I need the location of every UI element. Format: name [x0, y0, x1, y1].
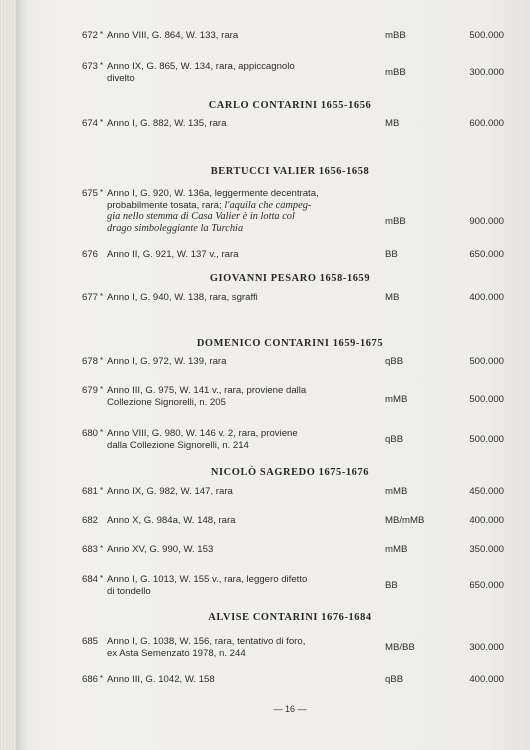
lot-number: 685 [81, 636, 98, 647]
description-line: dalla Collezione Signorelli, n. 214 [107, 439, 249, 451]
description-line: divelto [107, 72, 135, 84]
lot-grade: qBB [385, 674, 404, 685]
lot-description [107, 486, 375, 498]
lot-description [107, 249, 375, 261]
lot-grade: MB/BB [385, 642, 415, 653]
section-heading: GIOVANNI PESARO 1658-1659 [209, 273, 371, 284]
description-line: Anno VIII, G. 980, W. 146 v. 2, rara, proviene [107, 428, 298, 439]
section-heading: ALVISE CONTARINI 1676-1684 [208, 612, 372, 623]
description-line: Anno I, G. 1013, W. 155 v., rara, leggero difetto [107, 574, 308, 585]
lot-number: 673 [81, 61, 98, 72]
lot-price: 450.000 [469, 486, 504, 497]
description-line: Anno IX, G. 865, W. 134, rara, appiccagnolo [107, 61, 295, 72]
lot-price: 500.000 [469, 356, 504, 367]
lot-number: 677 [81, 292, 98, 303]
italic-note: drago simboleggiante la Turchia [107, 222, 244, 234]
description-line [107, 211, 375, 223]
description-line: probabilmente tosata, rara; l'aquila che campeg- [107, 199, 312, 211]
description-line: Anno II, G. 921, W. 137 v., rara [107, 249, 239, 260]
lot-number: 672 [81, 30, 98, 41]
lot-description [107, 636, 375, 659]
lot-grade: mMB [385, 394, 408, 405]
lot-description [107, 674, 375, 686]
section-heading: DOMENICO CONTARINI 1659-1675 [196, 338, 384, 349]
lot-grade: MB/mMB [385, 515, 425, 526]
photo-asterisk: * [100, 674, 104, 683]
description-line: Anno XV, G. 990, W. 153 [107, 544, 214, 555]
photo-asterisk: * [100, 428, 104, 437]
lot-number: 680 [81, 428, 98, 439]
italic-note: gia nello stemma di Casa Valier è in lotta col [107, 211, 295, 222]
photo-asterisk: * [100, 385, 104, 394]
lot-description [107, 544, 375, 556]
lot-price: 400.000 [469, 515, 504, 526]
lot-grade: mBB [385, 216, 406, 227]
lot-description [107, 30, 375, 42]
lot-price: 500.000 [469, 30, 504, 41]
photo-asterisk: * [100, 292, 104, 301]
lot-price: 900.000 [469, 216, 504, 227]
description-line: Anno I, G. 972, W. 139, rara [107, 356, 227, 367]
lot-price: 500.000 [469, 394, 504, 405]
lot-grade: MB [385, 118, 400, 129]
page-gutter-shadow [16, 0, 28, 750]
italic-note: l'aquila che campeg- [224, 199, 312, 211]
photo-asterisk: * [100, 356, 104, 365]
lot-price: 300.000 [469, 67, 504, 78]
lot-number: 676 [81, 249, 98, 260]
description-line: ex Asta Semenzato 1978, n. 244 [107, 647, 246, 659]
lot-price: 400.000 [469, 292, 504, 303]
page-number: — 16 — [273, 704, 307, 714]
description-line: Anno IX, G. 982, W. 147, rara [107, 486, 233, 497]
description-line: Anno I, G. 1038, W. 156, rara, tentativo di foro, [107, 636, 306, 647]
lot-description [107, 515, 375, 527]
lot-number: 674 [81, 118, 98, 129]
lot-number: 678 [81, 356, 98, 367]
lot-description [107, 428, 375, 451]
lot-grade: qBB [385, 356, 404, 367]
photo-asterisk: * [100, 61, 104, 70]
lot-price: 600.000 [469, 118, 504, 129]
lot-description [107, 188, 375, 234]
description-line: Anno I, G. 882, W. 135, rara [107, 118, 227, 129]
lot-grade: mBB [385, 67, 406, 78]
lot-grade: BB [385, 249, 398, 260]
lot-number: 679 [81, 385, 98, 396]
lot-description [107, 574, 375, 597]
description-line: Anno III, G. 1042, W. 158 [107, 674, 215, 685]
section-heading: NICOLÒ SAGREDO 1675-1676 [210, 467, 370, 478]
lot-price: 350.000 [469, 544, 504, 555]
lot-number: 675 [81, 188, 98, 199]
page-edges [0, 0, 16, 750]
lot-price: 300.000 [469, 642, 504, 653]
lot-price: 400.000 [469, 674, 504, 685]
description-line: Collezione Signorelli, n. 205 [107, 396, 226, 408]
lot-description [107, 385, 375, 408]
photo-asterisk: * [100, 574, 104, 583]
lot-number: 682 [81, 515, 98, 526]
lot-number: 681 [81, 486, 98, 497]
lot-number: 684 [81, 574, 98, 585]
description-line: di tondello [107, 585, 151, 597]
lot-grade: mBB [385, 30, 406, 41]
photo-asterisk: * [100, 118, 104, 127]
photo-asterisk: * [100, 544, 104, 553]
lot-description [107, 292, 375, 304]
lot-price: 650.000 [469, 580, 504, 591]
section-heading: CARLO CONTARINI 1655-1656 [208, 100, 372, 111]
description-line: Anno VIII, G. 864, W. 133, rara [107, 30, 239, 41]
description-line: Anno I, G. 920, W. 136a, leggermente decentrata, [107, 188, 319, 199]
photo-asterisk: * [100, 486, 104, 495]
lot-description [107, 61, 375, 84]
photo-asterisk: * [100, 188, 104, 197]
lot-description [107, 356, 375, 368]
lot-description [107, 118, 375, 130]
lot-grade: BB [385, 580, 398, 591]
lot-grade: mMB [385, 544, 408, 555]
description-line [107, 223, 375, 235]
description-line: Anno III, G. 975, W. 141 v., rara, proviene dalla [107, 385, 307, 396]
lot-number: 683 [81, 544, 98, 555]
lot-number: 686 [81, 674, 98, 685]
description-line: Anno X, G. 984a, W. 148, rara [107, 515, 236, 526]
lot-price: 650.000 [469, 249, 504, 260]
description-line: Anno I, G. 940, W. 138, rara, sgraffi [107, 292, 258, 303]
photo-asterisk: * [100, 30, 104, 39]
lot-price: 500.000 [469, 434, 504, 445]
lot-grade: MB [385, 292, 400, 303]
lot-grade: mMB [385, 486, 408, 497]
lot-grade: qBB [385, 434, 404, 445]
section-heading: BERTUCCI VALIER 1656-1658 [210, 166, 370, 177]
